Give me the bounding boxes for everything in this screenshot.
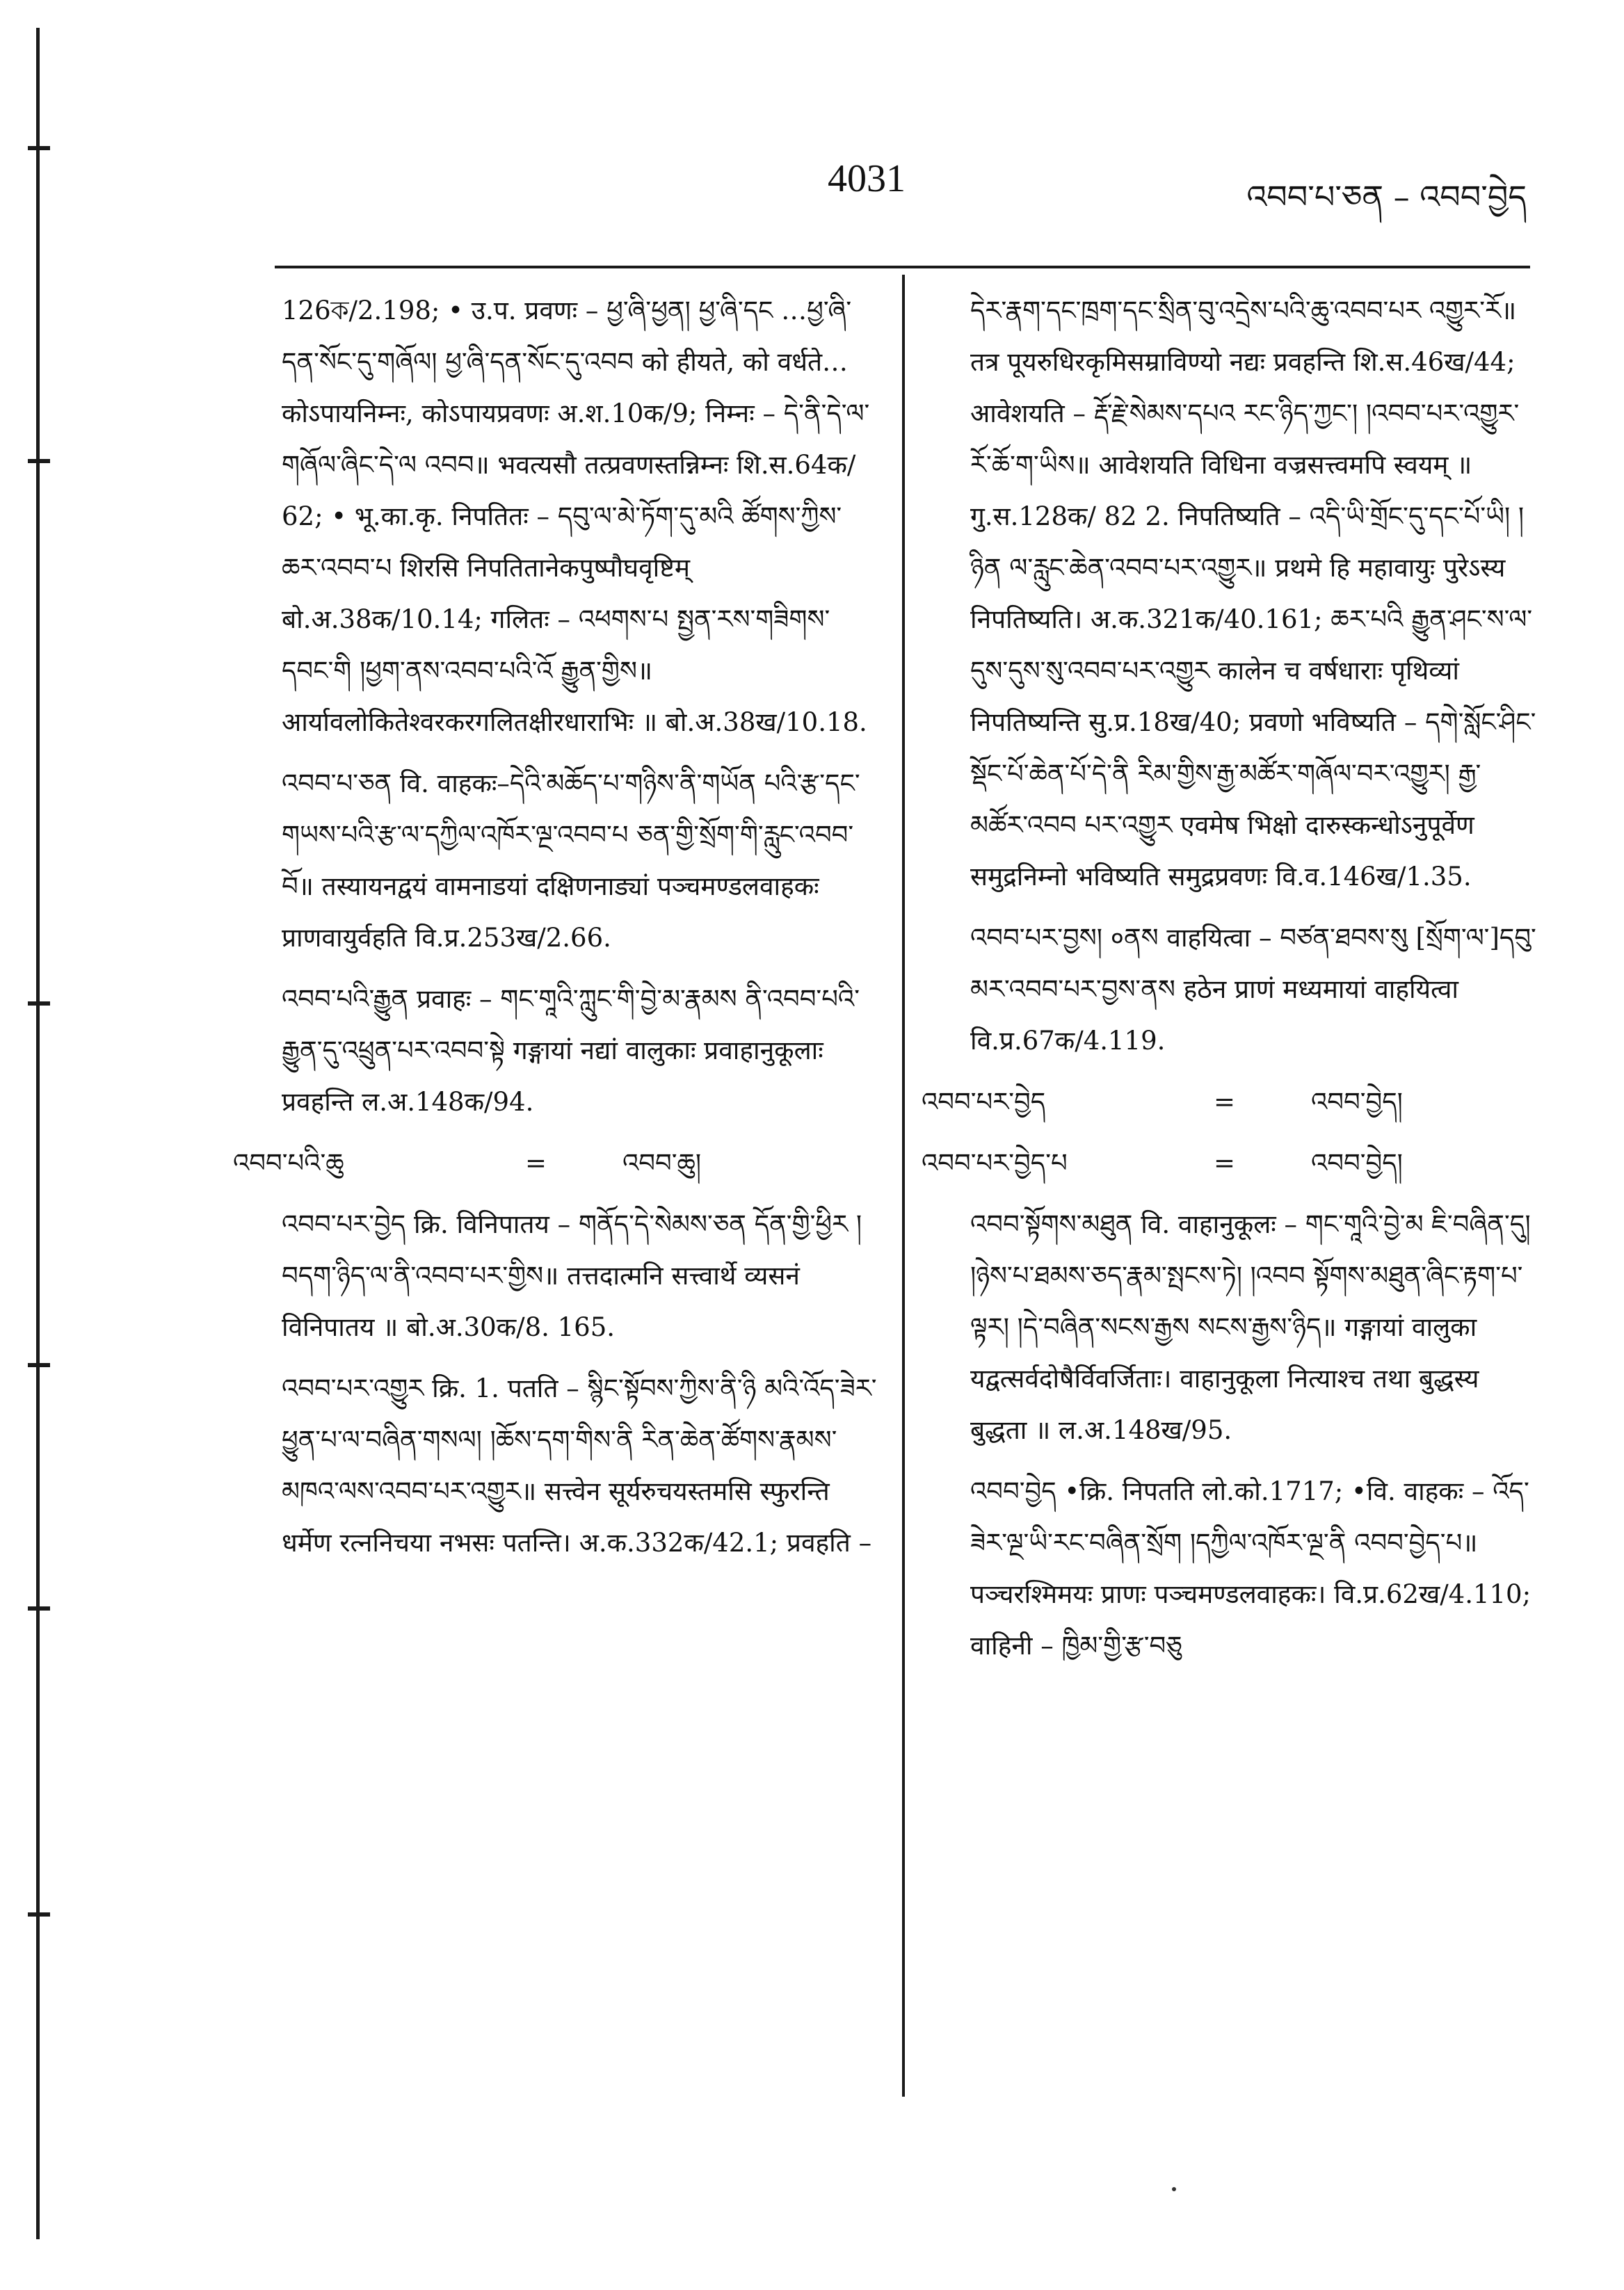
xref-equals: = — [1214, 1087, 1236, 1117]
running-head: འབབ་པ་ཅན – འབབ་བྱེད — [1246, 178, 1527, 216]
page-header — [0, 156, 1624, 219]
spine-tick — [28, 1363, 50, 1367]
column-divider — [902, 275, 905, 2097]
spine-tick — [28, 146, 50, 150]
xref-headword: འབབ་པར་བྱེད་པ — [922, 1148, 1068, 1178]
dictionary-entry — [233, 1363, 880, 1569]
stray-mark — [1172, 2187, 1176, 2191]
cross-reference — [922, 1138, 1537, 1189]
xref-target: འབབ་ཆུ། — [622, 1148, 702, 1178]
entry-text: འབབ་པར་བྱེད क्रि. विनिपातय – གནོད་དེ་སེམས་ཅན དོན་གྱི་ཕྱིར །བདག་ཉིད་ལ་ནི་འབབ་པར་གྱིས॥ तत्तदात्मनि सत्त्वार्थे व्यसनं विनिपातय ॥ बो.अ.30क/8. 165. — [282, 1209, 862, 1342]
header-rule — [275, 266, 1530, 268]
entry-text: འབབ་པར་བྱས། ०ནས वाहयित्वा – བཙན་ཐབས་སུ [སྲོག་ལ་]དབུ་མར་འབབ་པར་བྱས་ནས हठेन प्राणं मध्यमायां वाहयित्वा वि.प्र.67क/4.119. — [970, 923, 1536, 1056]
xref-equals: = — [1214, 1148, 1236, 1178]
entry-text: འབབ་པ་ཅན वि. वाहकः–དེའི་མཆོད་པ་གཉིས་ནི་གཡོན པའི་རྩ་དང་གཡས་པའི་རྩ་ལ་དཀྱིལ་འཁོར་ལྔ་འབབ་པ ཅན་གྱི་སྲོག་གི་རླུང་འབབ་བོ॥ तस्यायनद्वयं वामनाडयां दक्षिणनाड्यां पञ्चमण्डलवाहकः प्राणवायुर्वहति वि.प्र.253ख/2.66. — [282, 768, 860, 953]
spine-tick — [28, 1912, 50, 1917]
right-column — [922, 285, 1537, 1682]
entry-text: དེར་རྣག་དང་ཁྲག་དང་སྲིན་བུ་འདྲེས་པའི་ཆུ་འབབ་པར འགྱུར་རོ॥ तत्र पूयरुधिरकृमिसम्राविण्यो नद्यः प्रवहन्ति शि.स.46ख/44; आवेशयति – རྡོ་རྗེ་སེམས་དཔའ རང་ཉིད་ཀྱང་། །འབབ་པར་འགྱུར་རོ་ཆོ་ག་ཡིས॥ आवेशयति विधिना वज्रसत्त्वमपि स्वयम् ॥ गु.स.128क/ 82 2. निपतिष्यति – འདི་ཡི་གྲོང་དུ་དང་པོ་ཡི། །ཉིན ལ་རླུང་ཆེན་འབབ་པར་འགྱུར॥ प्रथमे हि महावायुः पुरेऽस्य निपतिष्यति। अ.क.321क/40.161; ཆར་པའི རྒྱུན་ཤང་ས་ལ་དུས་དུས་སུ་འབབ་པར་འགྱུར कालेन च वर्षधाराः पृथिव्यां निपतिष्यन्ति सु.प्र.18ख/40; प्रवणो भविष्यति – དགེ་སློང་ཤིང་སྡོང་པོ་ཆེན་པོ་དེ་ནི རིམ་གྱིས་རྒྱ་མཚོར་གཞོལ་བར་འགྱུར། རྒྱ་མཚོར་འབབ པར་འགྱུར एवमेष भिक्षो दारुस्कन्धोऽनुपूर्वेण समुद्रनिम्नो भविष्यति समुद्रप्रवणः वि.व.146ख/1.35. — [970, 296, 1536, 892]
dictionary-entry — [922, 1466, 1537, 1672]
dictionary-entry — [233, 1199, 880, 1353]
entry-text: 126ক/2.198; • उ.प. प्रवणः – ཕྱ་ཞི་ཕྱན། ཕྱ་ཞི་དང …ཕྱ་ཞི་དན་སོང་དུ་གཞོལ། ཕྱ་ཞི་དན་སོང་དུ་འབབ को हीयते, को वर्धते…कोऽपायनिम्नः, कोऽपायप्रवणः अ.श.10क/9; निम्नः – དེ་ནི་དེ་ལ་གཞོལ་ཞིང་དེ་ལ འབབ॥ भवत्यसौ तत्प्रवणस्तन्निम्नः शि.स.64क/ 62; • भू.का.कृ. निपतितः – དབུ་ལ་མེ་ཏོག་དུ་མའི ཚོགས་ཀྱིས་ཆར་འབབ་པ शिरसि निपतितानेकपुष्पौघवृष्टिम् बो.अ.38क/10.14; गलितः – འཕགས་པ སྤྱན་རས་གཟིགས་དབང་གི །ཕྱག་ནས་འབབ་པའི་འོ རྒྱུན་གྱིས॥ आर्यावलोकितेश्वरकरगलितक्षीरधाराभिः ॥ बो.अ.38ख/10.18. — [282, 296, 870, 737]
xref-equals: = — [525, 1148, 547, 1178]
cross-reference — [922, 1077, 1537, 1128]
xref-headword: འབབ་པའི་ཆུ — [233, 1148, 344, 1178]
xref-headword: འབབ་པར་བྱེད — [922, 1087, 1046, 1117]
entry-text: འབབ་བྱེད •क्रि. निपतति लो.को.1717; •वि. वाहकः – འོད་ཟེར་ལྔ་ཡི་རང་བཞིན་སྲོག །དཀྱིལ་འཁོར་ལྔ་ནི འབབ་བྱེད་པ॥ पञ्चरश्मिमयः प्राणः पञ्चमण्डलवाहकः। वि.प्र.62ख/4.110; वाहिनी – ཁྱིམ་གྱི་རྩ་བཅུ — [970, 1476, 1531, 1661]
spine-tick — [28, 1001, 50, 1006]
dictionary-entry — [233, 974, 880, 1128]
dictionary-entry — [233, 758, 880, 964]
page-number: 4031 — [828, 157, 906, 200]
xref-target: འབབ་བྱེད། — [1311, 1148, 1403, 1178]
dictionary-entry — [922, 1199, 1537, 1456]
dictionary-entry — [922, 912, 1537, 1067]
entry-continuation — [922, 285, 1537, 903]
spine-tick — [28, 459, 50, 463]
entry-continuation — [233, 285, 880, 748]
entry-text: འབབ་པར་འགྱུར क्रि. 1. पतति – སྙིང་སྟོབས་ཀྱིས་ནི་ཉི མའི་འོད་ཟེར་ཕྱུན་པ་ལ་བཞིན་གསལ། །ཆོས་དག་གིས་ནི རིན་ཆེན་ཚོགས་རྣམས་མཁའ་ལས་འབབ་པར་འགྱུར॥ सत्त्वेन सूर्यरुचयस्तमसि स्फुरन्ति धर्मेण रत्ननिचया नभसः पतन्ति। अ.क.332क/42.1; प्रवहति – — [282, 1373, 877, 1558]
xref-target: འབབ་བྱེད། — [1311, 1087, 1403, 1117]
left-column — [233, 285, 880, 1579]
entry-text: འབབ་སྟོགས་མཐུན वि. वाहानुकूलः – གང་གཱའི་བྱེ་མ ཇི་བཞིན་དུ། །ཉེས་པ་ཐམས་ཅད་རྣམ་སྤངས་ཏེ། །འབབ སྟོགས་མཐུན་ཞིང་རྟག་པ་ལྟར། །དེ་བཞིན་སངས་རྒྱས སངས་རྒྱས་ཉིད॥ गङ्गायां वालुका यद्वत्सर्वदोषैर्विवर्जिताः। वाहानुकूला नित्याश्च तथा बुद्धस्य बुद्धता ॥ ल.अ.148ख/95. — [970, 1209, 1531, 1445]
spine-tick — [28, 1606, 50, 1611]
book-spine-edge — [21, 0, 49, 2290]
cross-reference — [233, 1138, 880, 1189]
spine-line — [36, 28, 40, 2239]
entry-text: འབབ་པའི་རྒྱུན प्रवाहः – གང་གཱའི་ཀླུང་གི་བྱེ་མ་རྣམས ནི་འབབ་པའི་རྒྱུན་དུ་འཕྲུན་པར་འབབ་སྟེ गङ्गायां नद्यां वालुकाः प्रवाहानुकूलाः प्रवहन्ति ल.अ.148क/94. — [282, 984, 860, 1117]
